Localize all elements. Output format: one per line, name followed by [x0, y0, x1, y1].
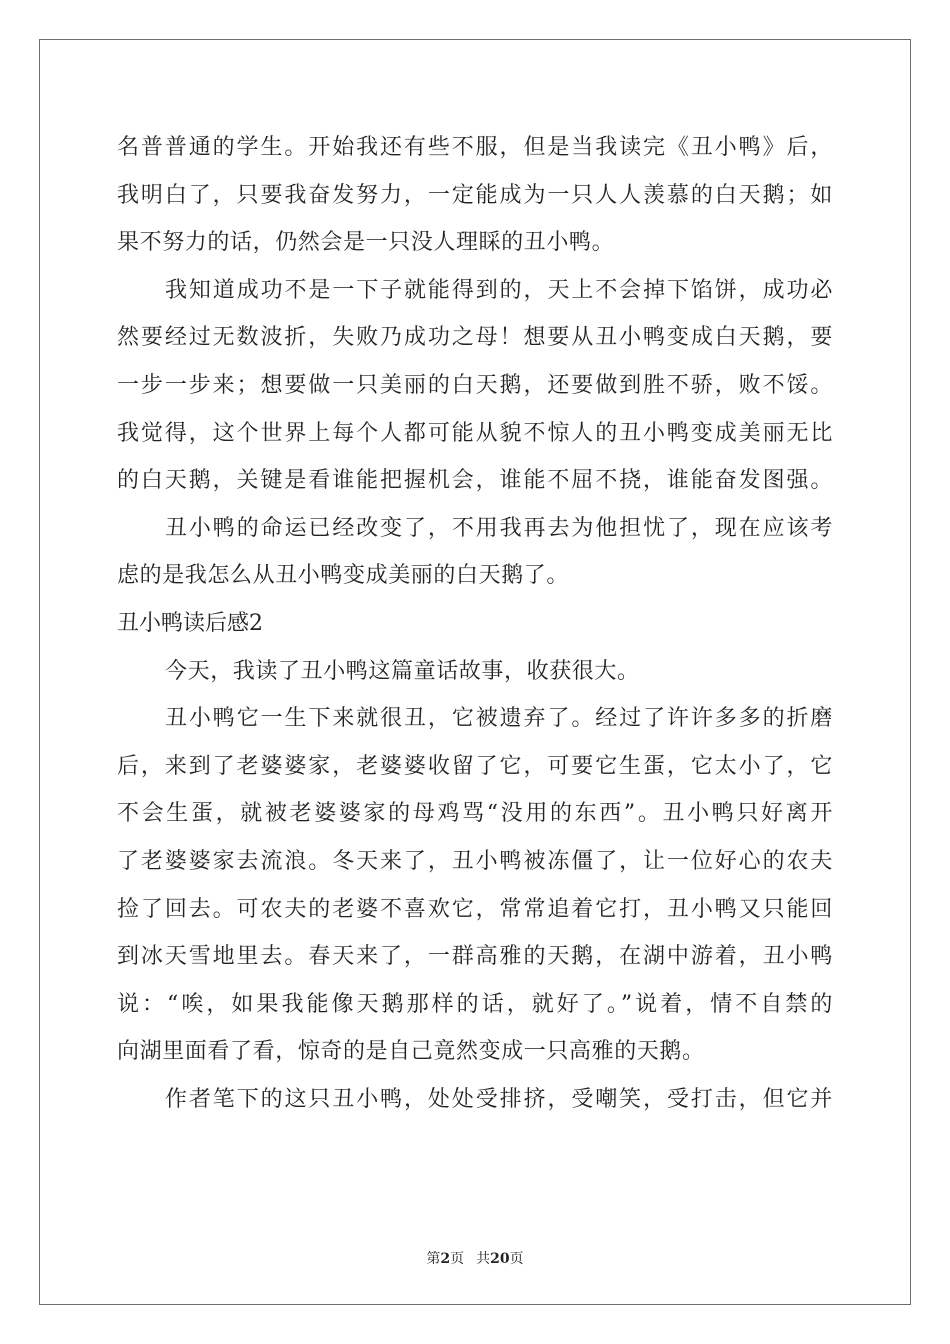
text-line: 一步一步来；想要做一只美丽的白天鹅，还要做到胜不骄，败不馁。 [117, 372, 833, 398]
text-line: 我觉得，这个世界上每个人都可能从貌不惊人的丑小鸭变成美丽无比 [117, 420, 833, 446]
text-line: 后，来到了老婆婆家，老婆婆收留了它，可要它生蛋，它太小了，它 [117, 753, 833, 779]
page-number: 2 [440, 1251, 451, 1267]
text-line: 不会生蛋，就被老婆婆家的母鸡骂“没用的东西”。丑小鸭只好离开 [117, 801, 833, 827]
document-body [117, 124, 833, 1123]
total-pages: 20 [490, 1251, 510, 1267]
text-line: 今天，我读了丑小鸭这篇童话故事，收获很大。 [165, 658, 640, 684]
text-line: 作者笔下的这只丑小鸭，处处受排挤，受嘲笑，受打击，但它并 [165, 1086, 833, 1112]
text-line: 的白天鹅，关键是看谁能把握机会，谁能不屈不挠，谁能奋发图强。 [117, 468, 833, 494]
text-line: 丑小鸭它一生下来就很丑，它被遗弃了。经过了许许多多的折磨 [165, 706, 833, 732]
text-line: 到冰天雪地里去。春天来了，一群高雅的天鹅，在湖中游着，丑小鸭 [117, 944, 833, 970]
text-line: 了老婆婆家去流浪。冬天来了，丑小鸭被冻僵了，让一位好心的农夫 [117, 848, 833, 874]
text-line: 果不努力的话，仍然会是一只没人理睬的丑小鸭。 [117, 230, 615, 256]
text-line: 向湖里面看了看，惊奇的是自己竟然变成一只高雅的天鹅。 [117, 1039, 705, 1065]
text-line: 捡了回去。可农夫的老婆不喜欢它，常常追着它打，丑小鸭又只能回 [117, 896, 833, 922]
page-footer [0, 1248, 950, 1268]
page-prefix: 第 [426, 1251, 441, 1267]
text-line: 丑小鸭的命运已经改变了，不用我再去为他担忧了，现在应该考 [165, 515, 833, 541]
text-line: 虑的是我怎么从丑小鸭变成美丽的白天鹅了。 [117, 563, 570, 589]
page-suffix: 页 [450, 1251, 465, 1267]
text-line: 说：“唉，如果我能像天鹅那样的话，就好了。”说着，情不自禁的 [117, 991, 833, 1017]
section-heading: 丑小鸭读后感2 [117, 610, 263, 636]
total-suffix: 页 [509, 1251, 524, 1267]
text-line: 我知道成功不是一下子就能得到的，天上不会掉下馅饼，成功必 [165, 277, 833, 303]
text-line: 然要经过无数波折，失败乃成功之母！想要从丑小鸭变成白天鹅，要 [117, 325, 833, 351]
text-line: 名普普通的学生。开始我还有些不服，但是当我读完《丑小鸭》后， [117, 135, 833, 160]
total-prefix: 共 [476, 1251, 491, 1267]
text-line: 我明白了，只要我奋发努力，一定能成为一只人人羡慕的白天鹅；如 [117, 182, 833, 208]
